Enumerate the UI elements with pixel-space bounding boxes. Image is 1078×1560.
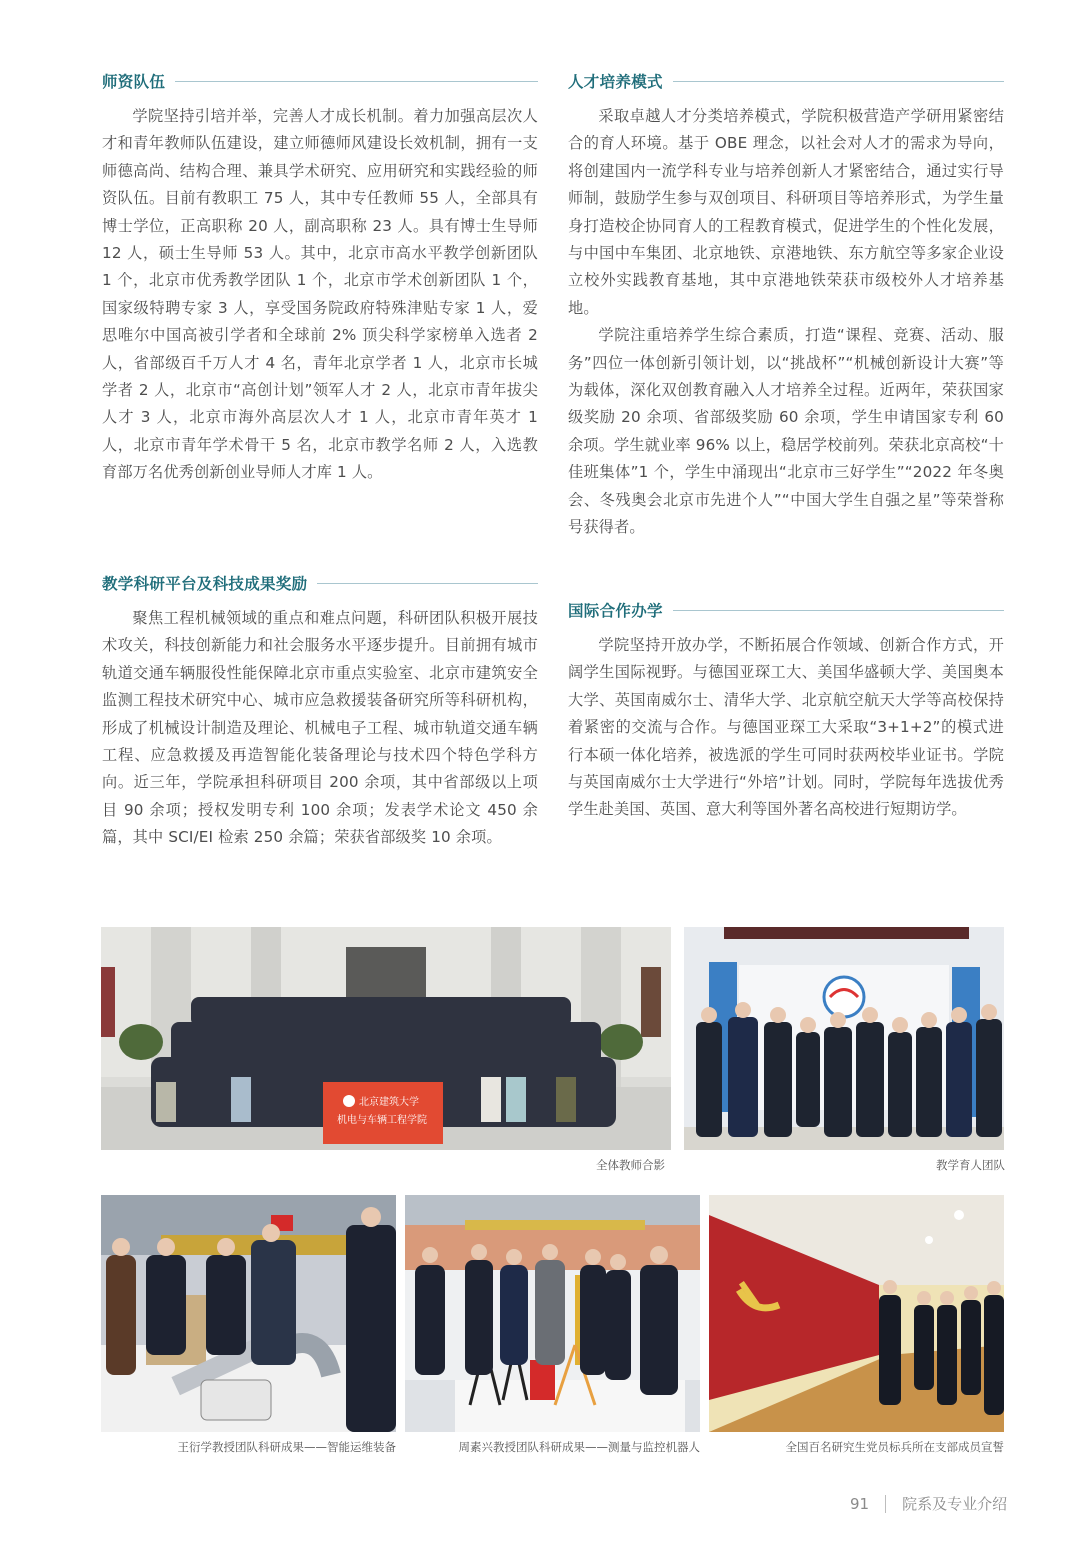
section-heading xyxy=(102,571,538,595)
chapter-title: 院系及专业介绍 xyxy=(902,1495,1008,1513)
section-title: 师资队伍 xyxy=(102,73,166,91)
paragraph: 采取卓越人才分类培养模式，学院积极营造产学研用紧密结合的育人环境。基于 OBE 理念，以社会对人才的需求为导向，将创建国内一流学科专业与培养创新人才紧密结合，通过实行导师制，鼓励学生参与双创项目、科研项目等培养形式，为学生量身打造校企协同育人的工程教育模式，促进学生的个性化发展，与中国中车集团、北京地铁、京港地铁、东方航空等多家企业设立校外实践教育基地，其中京港地铁荣获市级校外人才培养基地。 xyxy=(568,107,1004,317)
photo-caption: 教学育人团队 xyxy=(936,1158,1005,1172)
banner-line1: 北京建筑大学 xyxy=(359,1097,419,1108)
section-title: 教学科研平台及科技成果奖励 xyxy=(102,575,308,593)
photo-faculty-group xyxy=(101,927,671,1150)
section-heading xyxy=(102,69,538,93)
paragraph: 学院坚持引培并举，完善人才成长机制。着力加强高层次人才和青年教师队伍建设，建立师德师风建设长效机制，拥有一支师德高尚、结构合理、兼具学术研究、应用研究和实践经验的师资队伍。目前有教职工 75 人，其中专任教师 55 人，全部具有博士学位，正高职称 20 人，副高职称 23 人。具有博士生导师 12 人，硕士生导师 53 人。其中，北京市高水平教学创新团队 1 个，北京市优秀教学团队 1 个，北京市学术创新团队 1 个，国家级特聘专家 3 人，享受国务院政府特殊津贴专家 1 人，爱思唯尔中国高被引学者和全球前 2% 顶尖科学家榜单入选者 2 人，省部级百千万人才 4 名，青年北京学者 1 人，北京市长城学者 2 人，北京市“高创计划”领军人才 2 人，北京市青年拔尖人才 3 人，北京市海外高层次人才 1 人，北京市青年英才 1 人，北京市青年学术骨干 5 名，北京市教学名师 2 人，入选教育部万名优秀创新创业导师人才库 1 人。 xyxy=(102,107,538,482)
page-number: 91 xyxy=(850,1494,870,1513)
paragraph: 聚焦工程机械领域的重点和难点问题，科研团队积极开展技术攻关，科技创新能力和社会服务水平逐步提升。目前拥有城市轨道交通车辆服役性能保障北京市重点实验室、北京市建筑安全监测工程技术研究中心、城市应急救援装备研究所等科研机构，形成了机械设计制造及理论、机械电子工程、城市轨道交通车辆工程、应急救援及再造智能化装备理论与技术四个特色学科方向。近三年，学院承担科研项目 200 余项，其中省部级以上项目 90 余项；授权发明专利 100 余项；发表学术论文 450 余篇，其中 SCI/EI 检索 250 余篇；荣获省部级奖 10 余项。 xyxy=(102,609,538,847)
banner-line2: 机电与车辆工程学院 xyxy=(337,1115,427,1126)
photo-caption: 周素兴教授团队科研成果——测量与监控机器人 xyxy=(458,1440,700,1454)
heading-rule xyxy=(673,610,1004,611)
heading-rule xyxy=(317,583,538,584)
photo-smart-maintenance xyxy=(101,1195,396,1432)
section-title: 人才培养模式 xyxy=(568,73,663,91)
footer-divider xyxy=(885,1495,886,1513)
section-international xyxy=(568,598,1004,824)
section-heading xyxy=(568,69,1004,93)
section-title: 国际合作办学 xyxy=(568,602,663,620)
photo-surveying-robot xyxy=(405,1195,700,1432)
section-training xyxy=(568,69,1004,542)
photo-teaching-team xyxy=(684,927,1004,1150)
photo-caption: 全国百名研究生党员标兵所在支部成员宣誓 xyxy=(785,1440,1004,1454)
photo-caption: 全体教师合影 xyxy=(596,1158,665,1172)
paragraph: 学院坚持开放办学，不断拓展合作领域、创新合作方式，开阔学生国际视野。与德国亚琛工大、美国华盛顿大学、美国奥本大学、英国南威尔士、清华大学、北京航空航天大学等高校保持着紧密的交流与合作。与德国亚琛工大采取“3+1+2”的模式进行本硕一体化培养，被选派的学生可同时获两校毕业证书。学院与英国南威尔士大学进行“外培”计划。同时，学院每年选拔优秀学生赴美国、英国、意大利等国外著名高校进行短期访学。 xyxy=(568,636,1004,819)
section-faculty xyxy=(102,69,538,487)
heading-rule xyxy=(175,81,538,82)
section-research xyxy=(102,571,538,852)
heading-rule xyxy=(673,81,1004,82)
paragraph: 学院注重培养学生综合素质，打造“课程、竞赛、活动、服务”四位一体创新引领计划，以“挑战杯”“机械创新设计大赛”等为载体，深化双创教育融入人才培养全过程。近两年，荣获国家级奖励 20 余项、省部级奖励 60 余项，学生申请国家专利 60 余项。学生就业率 96% 以上，稳居学校前列。荣获北京高校“十佳班集体”1 个，学生中涌现出“北京市三好学生”“2022 年冬奥会、冬残奥会北京市先进个人”“中国大学生自强之星”等荣誉称号获得者。 xyxy=(568,326,1004,537)
section-heading xyxy=(568,598,1004,622)
photo-party-oath xyxy=(709,1195,1004,1432)
photo-caption: 王衍学教授团队科研成果——智能运维装备 xyxy=(177,1440,396,1454)
page-footer xyxy=(850,1493,1007,1514)
